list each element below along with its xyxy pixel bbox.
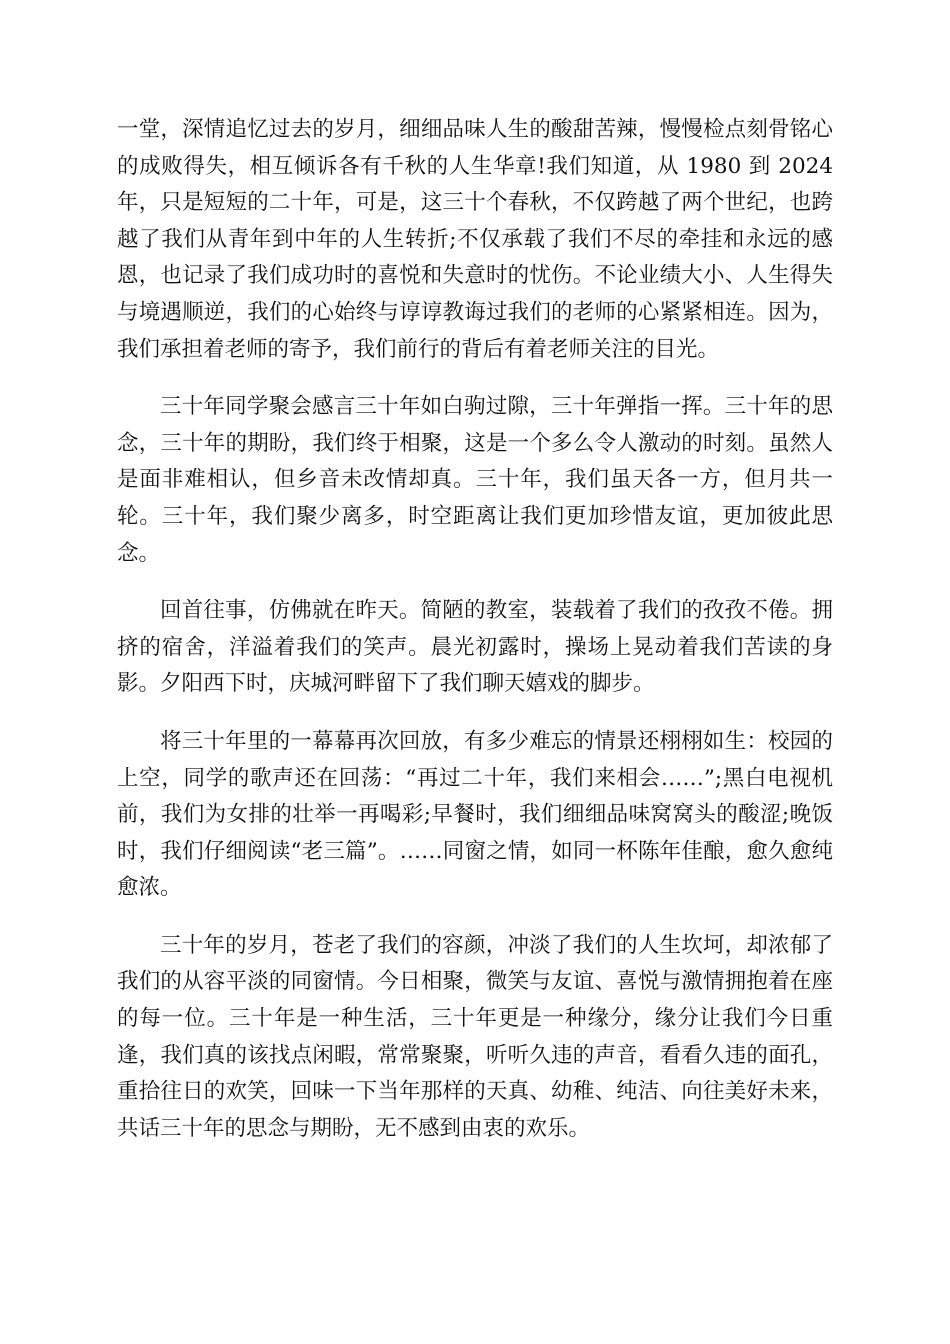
document-body <box>117 112 833 1168</box>
paragraph-3: 回首往事，仿佛就在昨天。简陋的教室，装载着了我们的孜孜不倦。拥挤的宿舍，洋溢着我们的笑声。晨光初露时，操场上晃动着我们苦读的身影。夕阳西下时，庆城河畔留下了我们聊天嬉戏的脚步。 <box>117 598 833 697</box>
paragraph-4: 将三十年里的一幕幕再次回放，有多少难忘的情景还栩栩如生：校园的上空，同学的歌声还在回荡：“再过二十年，我们来相会……”;黑白电视机前，我们为女排的壮举一再喝彩;早餐时，我们细细品味窝窝头的酸涩;晚饭时，我们仔细阅读“老三篇”。……同窗之情，如同一杯陈年佳酿，愈久愈纯愈浓。 <box>117 728 833 901</box>
paragraph-1: 一堂，深情追忆过去的岁月，细细品味人生的酸甜苦辣，慢慢检点刻骨铭心的成败得失，相互倾诉各有千秋的人生华章!我们知道，从 1980 到 2024 年，只是短短的二十年，可是，这三十个春秋，不仅跨越了两个世纪，也跨越了我们从青年到中年的人生转折;不仅承载了我们不尽的牵挂和永远的感恩，也记录了我们成功时的喜悦和失意时的忧伤。不论业绩大小、人生得失与境遇顺逆，我们的心始终与谆谆教诲过我们的老师的心紧紧相连。因为，我们承担着老师的寄予，我们前行的背后有着老师关注的目光。 <box>117 117 833 362</box>
paragraph-2: 三十年同学聚会感言三十年如白驹过隙，三十年弹指一挥。三十年的思念，三十年的期盼，我们终于相聚，这是一个多么令人激动的时刻。虽然人是面非难相认，但乡音未改情却真。三十年，我们虽天各一方，但月共一轮。三十年，我们聚少离多，时空距离让我们更加珍惜友谊，更加彼此思念。 <box>117 394 833 566</box>
paragraph-5: 三十年的岁月，苍老了我们的容颜，冲淡了我们的人生坎坷，却浓郁了我们的从容平淡的同窗情。今日相聚，微笑与友谊、喜悦与激情拥抱着在座的每一位。三十年是一种生活，三十年更是一种缘分，缘分让我们今日重逢，我们真的该找点闲暇，常常聚聚，听听久违的声音，看看久违的面孔，重拾往日的欢笑，回味一下当年那样的天真、幼稚、纯洁、向往美好未来，共话三十年的思念与期盼，无不感到由衷的欢乐。 <box>117 932 833 1141</box>
